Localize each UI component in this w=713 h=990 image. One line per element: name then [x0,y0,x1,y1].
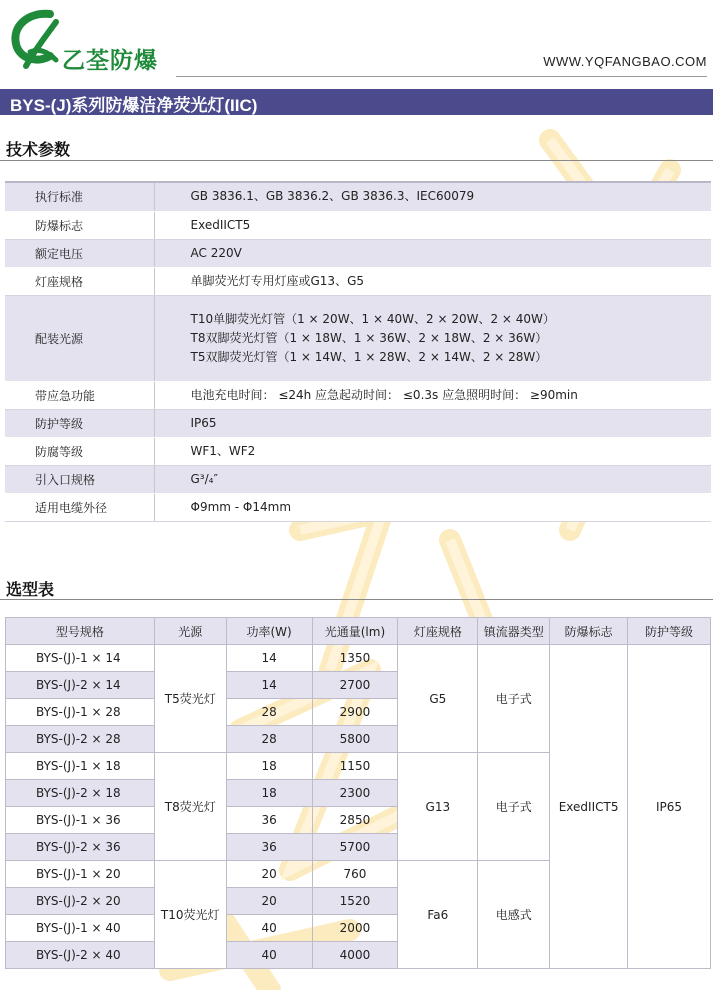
model-cell: BYS-(J)-2 × 18 [6,780,155,807]
power-cell: 36 [226,834,312,861]
spec-value-line: ExedIICT5 [190,217,251,232]
power-cell: 28 [226,726,312,753]
model-cell: BYS-(J)-2 × 40 [6,942,155,969]
ip-rating-cell: IP65 [628,645,711,969]
luminous-flux-cell: 1350 [312,645,398,672]
spec-label: 防腐等级 [5,437,154,465]
selection-section-divider [0,599,713,600]
power-cell: 18 [226,753,312,780]
model-cell: BYS-(J)-1 × 20 [6,861,155,888]
spec-label: 带应急功能 [5,381,154,409]
spec-label: 执行标准 [5,182,154,211]
luminous-flux-cell: 4000 [312,942,398,969]
model-cell: BYS-(J)-1 × 18 [6,753,155,780]
power-cell: 36 [226,807,312,834]
power-cell: 18 [226,780,312,807]
brand-logo-icon [6,8,66,72]
socket-cell: G13 [398,753,478,861]
brand-name: 乙荃防爆 [62,48,158,74]
selection-section-title: 选型表 [6,580,55,599]
spec-label: 防爆标志 [5,211,154,239]
spec-value-line: 电池充电时间： ≤24h 应急起动时间： ≤0.3s 应急照明时间： ≥90min [190,387,578,402]
spec-label: 适用电缆外径 [5,493,154,521]
spec-value [154,381,711,409]
ballast-cell: 电子式 [478,645,550,753]
spec-value [154,465,711,493]
model-cell: BYS-(J)-1 × 28 [6,699,155,726]
luminous-flux-cell: 760 [312,861,398,888]
model-cell: BYS-(J)-1 × 36 [6,807,155,834]
spec-value-line: T5双脚荧光灯管（1 × 14W、1 × 28W、2 × 14W、2 × 28W） [190,349,548,364]
socket-cell: G5 [398,645,478,753]
luminous-flux-cell: 5800 [312,726,398,753]
spec-value [154,267,711,295]
spec-row [5,182,711,211]
luminous-flux-cell: 2700 [312,672,398,699]
spec-row [5,437,711,465]
header-divider [176,76,707,77]
spec-value [154,295,711,381]
power-cell: 40 [226,915,312,942]
website-url: WWW.YQFANGBAO.COM [543,54,707,69]
luminous-flux-cell: 5700 [312,834,398,861]
column-header: 光通量(lm) [312,618,398,645]
spec-value [154,437,711,465]
brand-logo [6,8,176,72]
spec-value [154,493,711,521]
luminous-flux-cell: 2850 [312,807,398,834]
spec-value-line: AC 220V [190,245,242,260]
spec-value [154,239,711,267]
spec-row [5,409,711,437]
spec-value [154,409,711,437]
spec-row [5,211,711,239]
socket-cell: Fa6 [398,861,478,969]
selection-table [5,617,711,969]
spec-label: 配装光源 [5,295,154,381]
model-cell: BYS-(J)-2 × 14 [6,672,155,699]
model-cell: BYS-(J)-2 × 36 [6,834,155,861]
spec-section-title: 技术参数 [6,140,71,159]
spec-value [154,182,711,211]
spec-row [5,493,711,521]
luminous-flux-cell: 2000 [312,915,398,942]
spec-value-line: G³/₄″ [190,471,218,486]
spec-row [5,295,711,381]
column-header: 镇流器类型 [478,618,550,645]
spec-row [5,239,711,267]
ballast-cell: 电感式 [478,861,550,969]
spec-table [5,181,711,522]
column-header: 防护等级 [628,618,711,645]
spec-value-line: T8双脚荧光灯管（1 × 18W、1 × 36W、2 × 18W、2 × 36W） [190,330,548,345]
power-cell: 28 [226,699,312,726]
light-source-cell: T10荧光灯 [154,861,226,969]
spec-value [154,211,711,239]
ballast-cell: 电子式 [478,753,550,861]
page-title: BYS-(J)系列防爆洁净荧光灯(IIC) [10,96,258,115]
page-header [0,0,713,90]
spec-value-line: IP65 [190,415,217,430]
luminous-flux-cell: 1520 [312,888,398,915]
light-source-cell: T5荧光灯 [154,645,226,753]
model-cell: BYS-(J)-1 × 14 [6,645,155,672]
column-header: 光源 [154,618,226,645]
spec-label: 防护等级 [5,409,154,437]
spec-row [5,267,711,295]
column-header: 防爆标志 [550,618,628,645]
model-cell: BYS-(J)-2 × 20 [6,888,155,915]
spec-value-line: GB 3836.1、GB 3836.2、GB 3836.3、IEC60079 [190,189,475,204]
spec-row [5,381,711,409]
table-row [6,645,711,672]
spec-label: 灯座规格 [5,267,154,295]
spec-value-line: T10单脚荧光灯管（1 × 20W、1 × 40W、2 × 20W、2 × 40W） [190,311,555,326]
spec-label: 引入口规格 [5,465,154,493]
luminous-flux-cell: 1150 [312,753,398,780]
power-cell: 40 [226,942,312,969]
column-header: 功率(W) [226,618,312,645]
power-cell: 20 [226,861,312,888]
light-source-cell: T8荧光灯 [154,753,226,861]
power-cell: 14 [226,645,312,672]
spec-value-line: 单脚荧光灯专用灯座或G13、G5 [190,273,365,288]
title-bar [0,89,713,115]
spec-row [5,465,711,493]
spec-value-line: WF1、WF2 [190,443,256,458]
spec-value-line: Φ9mm - Φ14mm [190,499,292,514]
power-cell: 20 [226,888,312,915]
column-header: 型号规格 [6,618,155,645]
power-cell: 14 [226,672,312,699]
luminous-flux-cell: 2300 [312,780,398,807]
spec-label: 额定电压 [5,239,154,267]
spec-section-divider [0,160,713,161]
model-cell: BYS-(J)-1 × 40 [6,915,155,942]
ex-mark-cell: ExedIICT5 [550,645,628,969]
model-cell: BYS-(J)-2 × 28 [6,726,155,753]
luminous-flux-cell: 2900 [312,699,398,726]
column-header: 灯座规格 [398,618,478,645]
